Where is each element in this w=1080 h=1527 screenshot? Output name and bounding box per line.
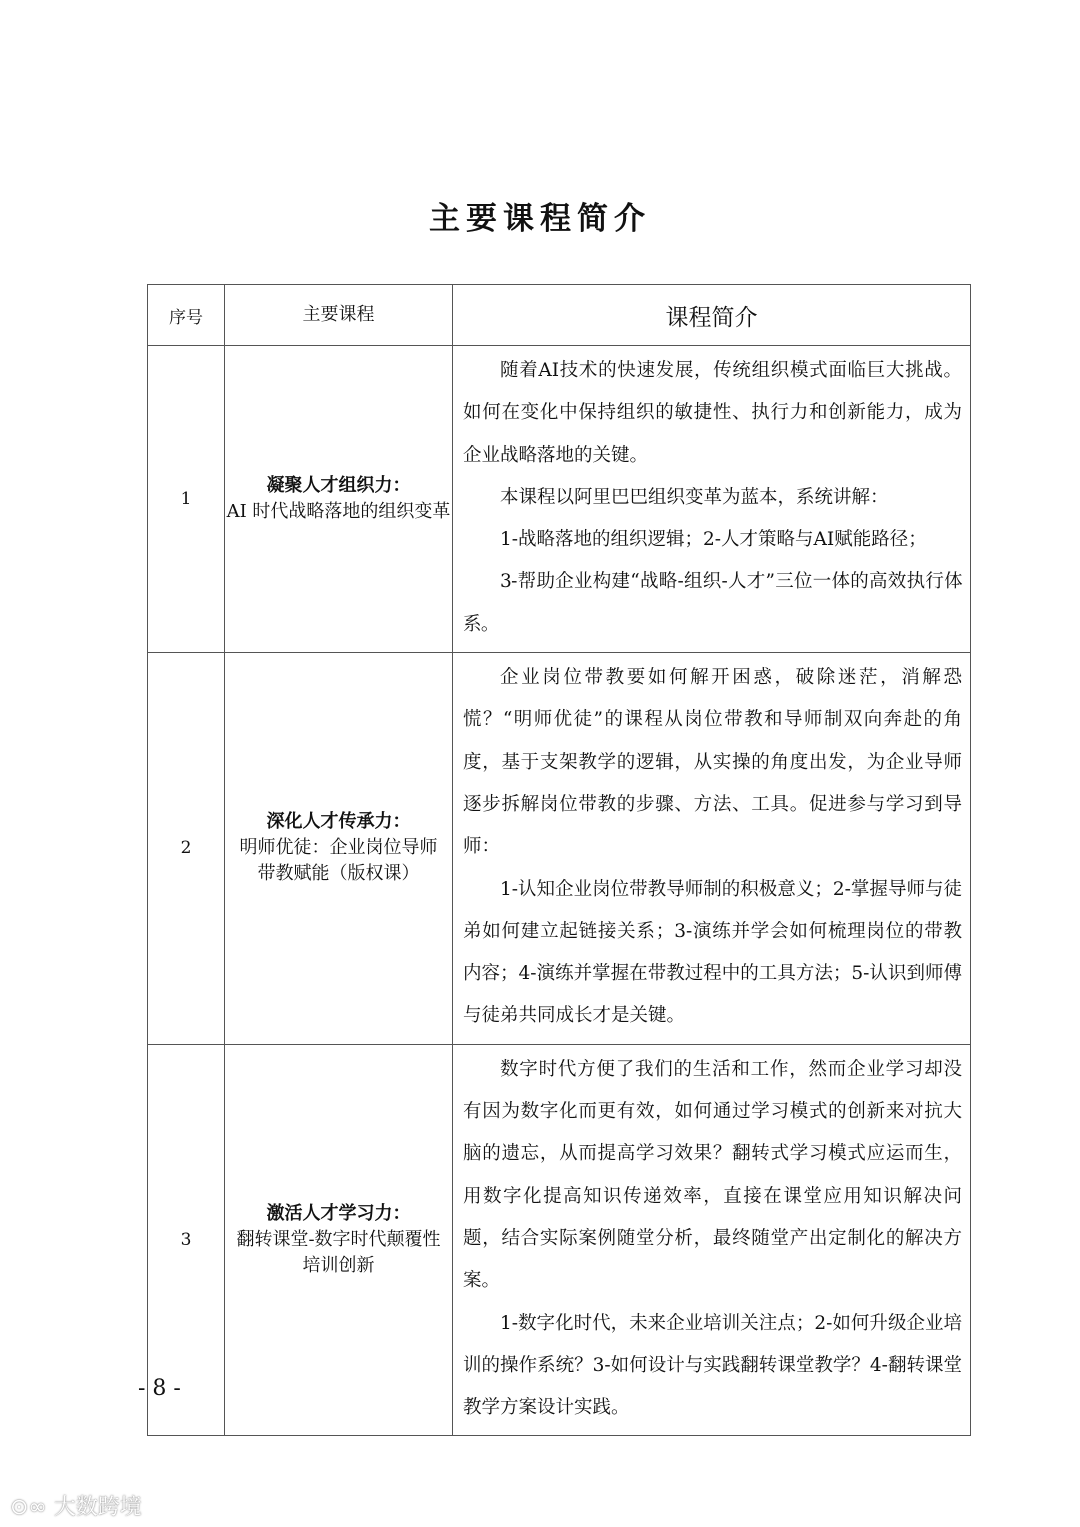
- row-desc: [453, 346, 971, 653]
- table-row: [148, 346, 971, 653]
- row-course: [225, 653, 453, 1045]
- desc-paragraph: 本课程以阿里巴巴组织变革为蓝本，系统讲解：: [500, 486, 889, 508]
- page-number: - 8 -: [138, 1376, 181, 1401]
- header-course: 主要课程: [225, 285, 453, 346]
- desc-paragraph: 1-认知企业岗位带教导师制的积极意义；2-掌握导师与徒弟如何建立起链接关系；3-演练并学会如何梳理岗位的带教内容；4-演练并掌握在带教过程中的工具方法；5-认识到师傅与徒弟共同成长才是关键。: [463, 878, 962, 1027]
- row-course: [225, 1044, 453, 1436]
- table-header-row: [148, 285, 971, 346]
- desc-paragraph: 随着AI技术的快速发展，传统组织模式面临巨大挑战。如何在变化中保持组织的敏捷性、执行力和创新能力，成为企业战略落地的关键。: [463, 360, 962, 466]
- desc-paragraph: 企业岗位带教要如何解开困惑，破除迷茫，消解恐慌？“明师优徒”的课程从岗位带教和导师制双向奔赴的角度，基于支架教学的逻辑，从实操的角度出发，为企业导师逐步拆解岗位带教的步骤、方法、工具。促进参与学习到导师：: [463, 667, 962, 858]
- desc-paragraph: 1-战略落地的组织逻辑；2-人才策略与AI赋能路径；: [500, 529, 927, 551]
- desc-paragraph: 1-数字化时代，未来企业培训关注点；2-如何升级企业培训的操作系统？3-如何设计与实践翻转课堂教学？4-翻转课堂教学方案设计实践。: [463, 1312, 962, 1419]
- course-sub: 明师优徒：企业岗位导师带教赋能（版权课）: [239, 837, 438, 885]
- table-row: [148, 1044, 971, 1436]
- row-desc: [453, 653, 971, 1045]
- course-sub: AI 时代战略落地的组织变革: [226, 501, 451, 523]
- course-sub: 翻转课堂-数字时代颠覆性培训创新: [236, 1229, 441, 1277]
- course-bold: 深化人才传承力：: [266, 811, 411, 833]
- desc-paragraph: 3-帮助企业构建“战略-组织-人才”三位一体的高效执行体系。: [463, 571, 962, 635]
- row-no: 3: [148, 1044, 225, 1436]
- course-bold: 凝聚人才组织力：: [266, 475, 411, 497]
- course-table: [147, 284, 971, 1436]
- page-title: 主要课程简介: [429, 201, 651, 237]
- table-row: [148, 653, 971, 1045]
- watermark-text: 大数跨境: [53, 1495, 142, 1520]
- course-bold: 激活人才学习力：: [266, 1203, 411, 1225]
- header-desc: 课程简介: [453, 285, 971, 346]
- row-no: 2: [148, 653, 225, 1045]
- row-course: [225, 346, 453, 653]
- row-desc: [453, 1044, 971, 1436]
- row-no: 1: [148, 346, 225, 653]
- header-no: 序号: [148, 285, 225, 346]
- watermark-logo: [10, 1490, 142, 1521]
- desc-paragraph: 数字时代方便了我们的生活和工作，然而企业学习却没有因为数字化而更有效，如何通过学习模式的创新来对抗大脑的遗忘，从而提高学习效果？翻转式学习模式应运而生，用数字化提高知识传递效率，直接在课堂应用知识解决问题，结合实际案例随堂分析，最终随堂产出定制化的解决方案。: [463, 1058, 962, 1292]
- watermark-icon: ⊙∞: [10, 1495, 54, 1520]
